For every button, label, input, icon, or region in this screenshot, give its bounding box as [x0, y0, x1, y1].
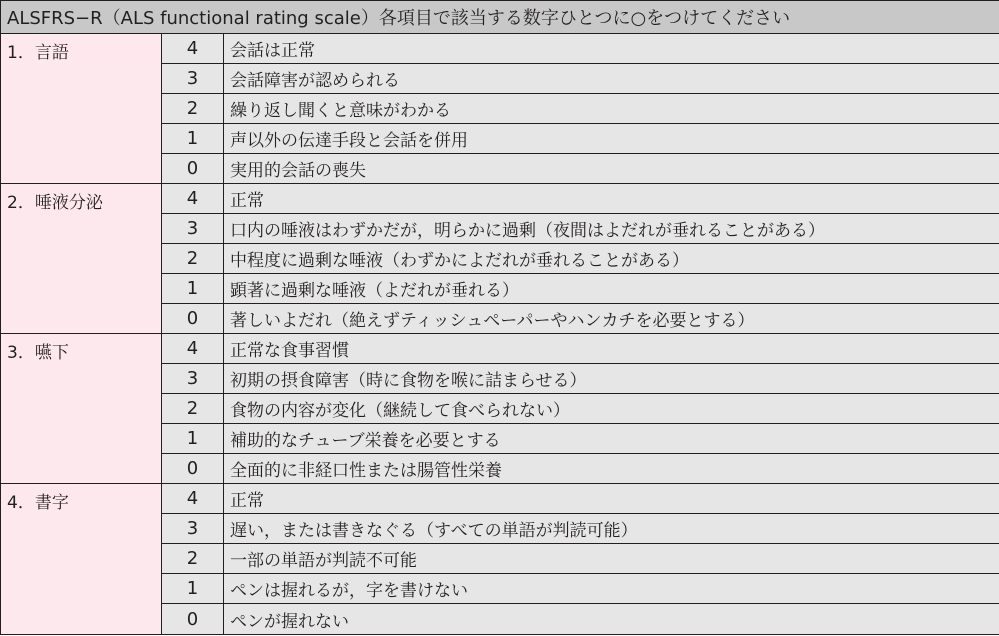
score-description: 繰り返し聞くと意味がわかる: [224, 94, 999, 124]
score-description: 会話障害が認められる: [224, 64, 999, 94]
score-description: 正常な食事習慣: [224, 334, 999, 364]
table-row: [1, 184, 999, 214]
score-description: 正常: [224, 184, 999, 214]
score-description: 全面的に非経口性または腸管性栄養: [224, 454, 999, 484]
score-description: 会話は正常: [224, 34, 999, 64]
score-description: 顕著に過剰な唾液（よだれが垂れる）: [224, 274, 999, 304]
score-option[interactable]: 3: [162, 514, 224, 544]
table-row: [1, 334, 999, 364]
score-description: 一部の単語が判読不可能: [224, 544, 999, 574]
score-option[interactable]: 2: [162, 394, 224, 424]
item-label: 2．唾液分泌: [1, 184, 162, 334]
score-description: ペンが握れない: [224, 604, 999, 635]
score-option[interactable]: 4: [162, 334, 224, 364]
score-option[interactable]: 4: [162, 484, 224, 514]
table-title: ALSFRS−R（ALS functional rating scale）各項目で該当する数字ひとつに○をつけてください: [1, 1, 999, 34]
score-description: 初期の摂食障害（時に食物を喉に詰まらせる）: [224, 364, 999, 394]
item-label: 1．言語: [1, 34, 162, 184]
table-row: [1, 484, 999, 514]
score-description: 中程度に過剰な唾液（わずかによだれが垂れることがある）: [224, 244, 999, 274]
score-option[interactable]: 1: [162, 124, 224, 154]
score-description: 実用的会話の喪失: [224, 154, 999, 184]
score-description: 食物の内容が変化（継続して食べられない）: [224, 394, 999, 424]
score-description: 口内の唾液はわずかだが，明らかに過剰（夜間はよだれが垂れることがある）: [224, 214, 999, 244]
item-label: 4．書字: [1, 484, 162, 635]
item-label: 3．嚥下: [1, 334, 162, 484]
score-option[interactable]: 1: [162, 574, 224, 604]
score-option[interactable]: 3: [162, 64, 224, 94]
score-option[interactable]: 1: [162, 424, 224, 454]
score-description: 遅い，または書きなぐる（すべての単語が判読可能）: [224, 514, 999, 544]
score-option[interactable]: 4: [162, 184, 224, 214]
score-description: 声以外の伝達手段と会話を併用: [224, 124, 999, 154]
score-option[interactable]: 2: [162, 544, 224, 574]
score-option[interactable]: 0: [162, 304, 224, 334]
score-option[interactable]: 0: [162, 604, 224, 635]
score-option[interactable]: 4: [162, 34, 224, 64]
score-option[interactable]: 0: [162, 454, 224, 484]
table-row: [1, 34, 999, 64]
score-option[interactable]: 3: [162, 364, 224, 394]
score-description: 補助的なチューブ栄養を必要とする: [224, 424, 999, 454]
score-option[interactable]: 0: [162, 154, 224, 184]
score-option[interactable]: 2: [162, 244, 224, 274]
score-option[interactable]: 2: [162, 94, 224, 124]
score-option[interactable]: 3: [162, 214, 224, 244]
table-body: [1, 34, 999, 635]
score-description: 正常: [224, 484, 999, 514]
score-option[interactable]: 1: [162, 274, 224, 304]
score-description: ペンは握れるが，字を書けない: [224, 574, 999, 604]
score-description: 著しいよだれ（絶えずティッシュペーパーやハンカチを必要とする）: [224, 304, 999, 334]
